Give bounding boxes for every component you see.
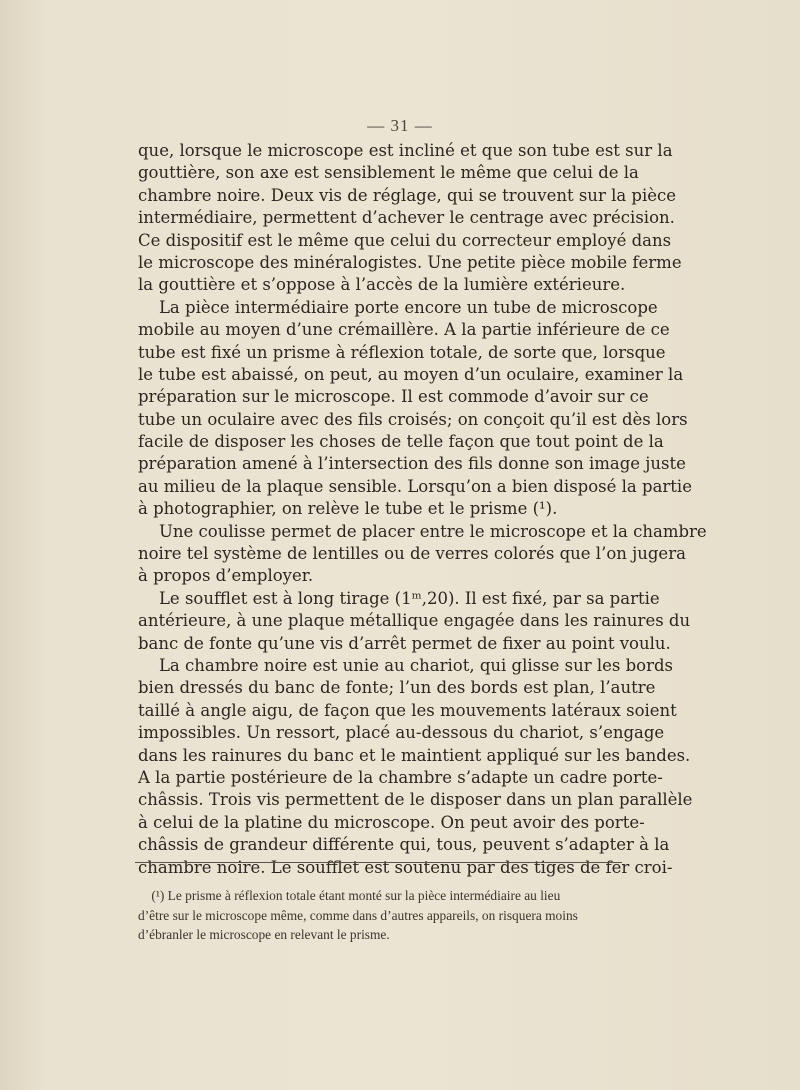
- footnote: [138, 886, 800, 945]
- text-line: préparation amené à l’intersection des fils donne son image juste: [138, 454, 686, 474]
- text-line: gouttière, son axe est sensiblement le même que celui de la: [138, 163, 639, 183]
- text-line: tube un oculaire avec des fils croisés; on conçoit qu’il est dès lors: [138, 409, 688, 429]
- text-line: dans les rainures du banc et le maintient appliqué sur les bandes.: [138, 745, 691, 765]
- text-line: antérieure, à une plaque métallique engagée dans les rainures du: [138, 611, 691, 631]
- text-line: La pièce intermédiaire porte encore un tube de microscope: [138, 297, 658, 317]
- footnote-line: d’être sur le microscope même, comme dans d’autres appareils, on risquera moins: [138, 907, 578, 923]
- text-line: taillé à angle aigu, de façon que les mouvements latéraux soient: [138, 700, 677, 720]
- text-line: bien dressés du banc de fonte; l’un des bords est plan, l’autre: [138, 678, 656, 698]
- text-line: noire tel système de lentilles ou de verres colorés que l’on jugera: [138, 544, 686, 564]
- text-line: intermédiaire, permettent d’achever le centrage avec précision.: [138, 208, 675, 228]
- text-line: à propos d’employer.: [138, 566, 314, 586]
- text-line: à photographier, on relève le tube et le prisme (¹).: [138, 499, 558, 519]
- footnote-divider: [135, 862, 622, 863]
- text-line: impossibles. Un ressort, placé au-dessous du chariot, s’engage: [138, 723, 665, 743]
- text-line: Une coulisse permet de placer entre le microscope et la chambre: [138, 521, 707, 541]
- text-line: au milieu de la plaque sensible. Lorsqu’on a bien disposé la partie: [138, 476, 692, 496]
- text-line: mobile au moyen d’une crémaillère. A la partie inférieure de ce: [138, 320, 670, 340]
- text-line: banc de fonte qu’une vis d’arrêt permet de fixer au point voulu.: [138, 633, 671, 653]
- text-line: que, lorsque le microscope est incliné et que son tube est sur la: [138, 141, 673, 160]
- text-line: La chambre noire est unie au chariot, qui glisse sur les bords: [138, 655, 674, 675]
- text-line: chambre noire. Deux vis de réglage, qui se trouvent sur la pièce: [138, 185, 677, 205]
- text-line: le microscope des minéralogistes. Une petite pièce mobile ferme: [138, 252, 682, 272]
- text-line: Le soufflet est à long tirage (1ᵐ,20). Il est fixé, par sa partie: [138, 588, 660, 608]
- text-line: Ce dispositif est le même que celui du correcteur employé dans: [138, 230, 672, 250]
- footnote-line: (¹) Le prisme à réflexion totale étant monté sur la pièce intermédiaire au lieu: [138, 888, 561, 903]
- text-line: A la partie postérieure de la chambre s’adapte un cadre porte-: [138, 767, 663, 787]
- text-line: préparation sur le microscope. Il est commode d’avoir sur ce: [138, 387, 649, 407]
- text-line: le tube est abaissé, on peut, au moyen d’un oculaire, examiner la: [138, 364, 684, 384]
- text-line: chambre noire. Le soufflet est soutenu par des tiges de fer croi-: [138, 857, 673, 877]
- body-text: [138, 140, 800, 879]
- footnote-line: d’ébranler le microscope en relevant le prisme.: [138, 927, 390, 942]
- text-line: facile de disposer les choses de telle façon que tout point de la: [138, 432, 664, 452]
- text-line: la gouttière et s’oppose à l’accès de la lumière extérieure.: [138, 275, 626, 295]
- text-line: tube est fixé un prisme à réflexion totale, de sorte que, lorsque: [138, 342, 666, 362]
- text-line: châssis de grandeur différente qui, tous, peuvent s’adapter à la: [138, 835, 670, 855]
- text-line: châssis. Trois vis permettent de le disposer dans un plan parallèle: [138, 790, 693, 810]
- text-line: à celui de la platine du microscope. On peut avoir des porte-: [138, 812, 645, 832]
- page-number: — 31 —: [367, 116, 433, 135]
